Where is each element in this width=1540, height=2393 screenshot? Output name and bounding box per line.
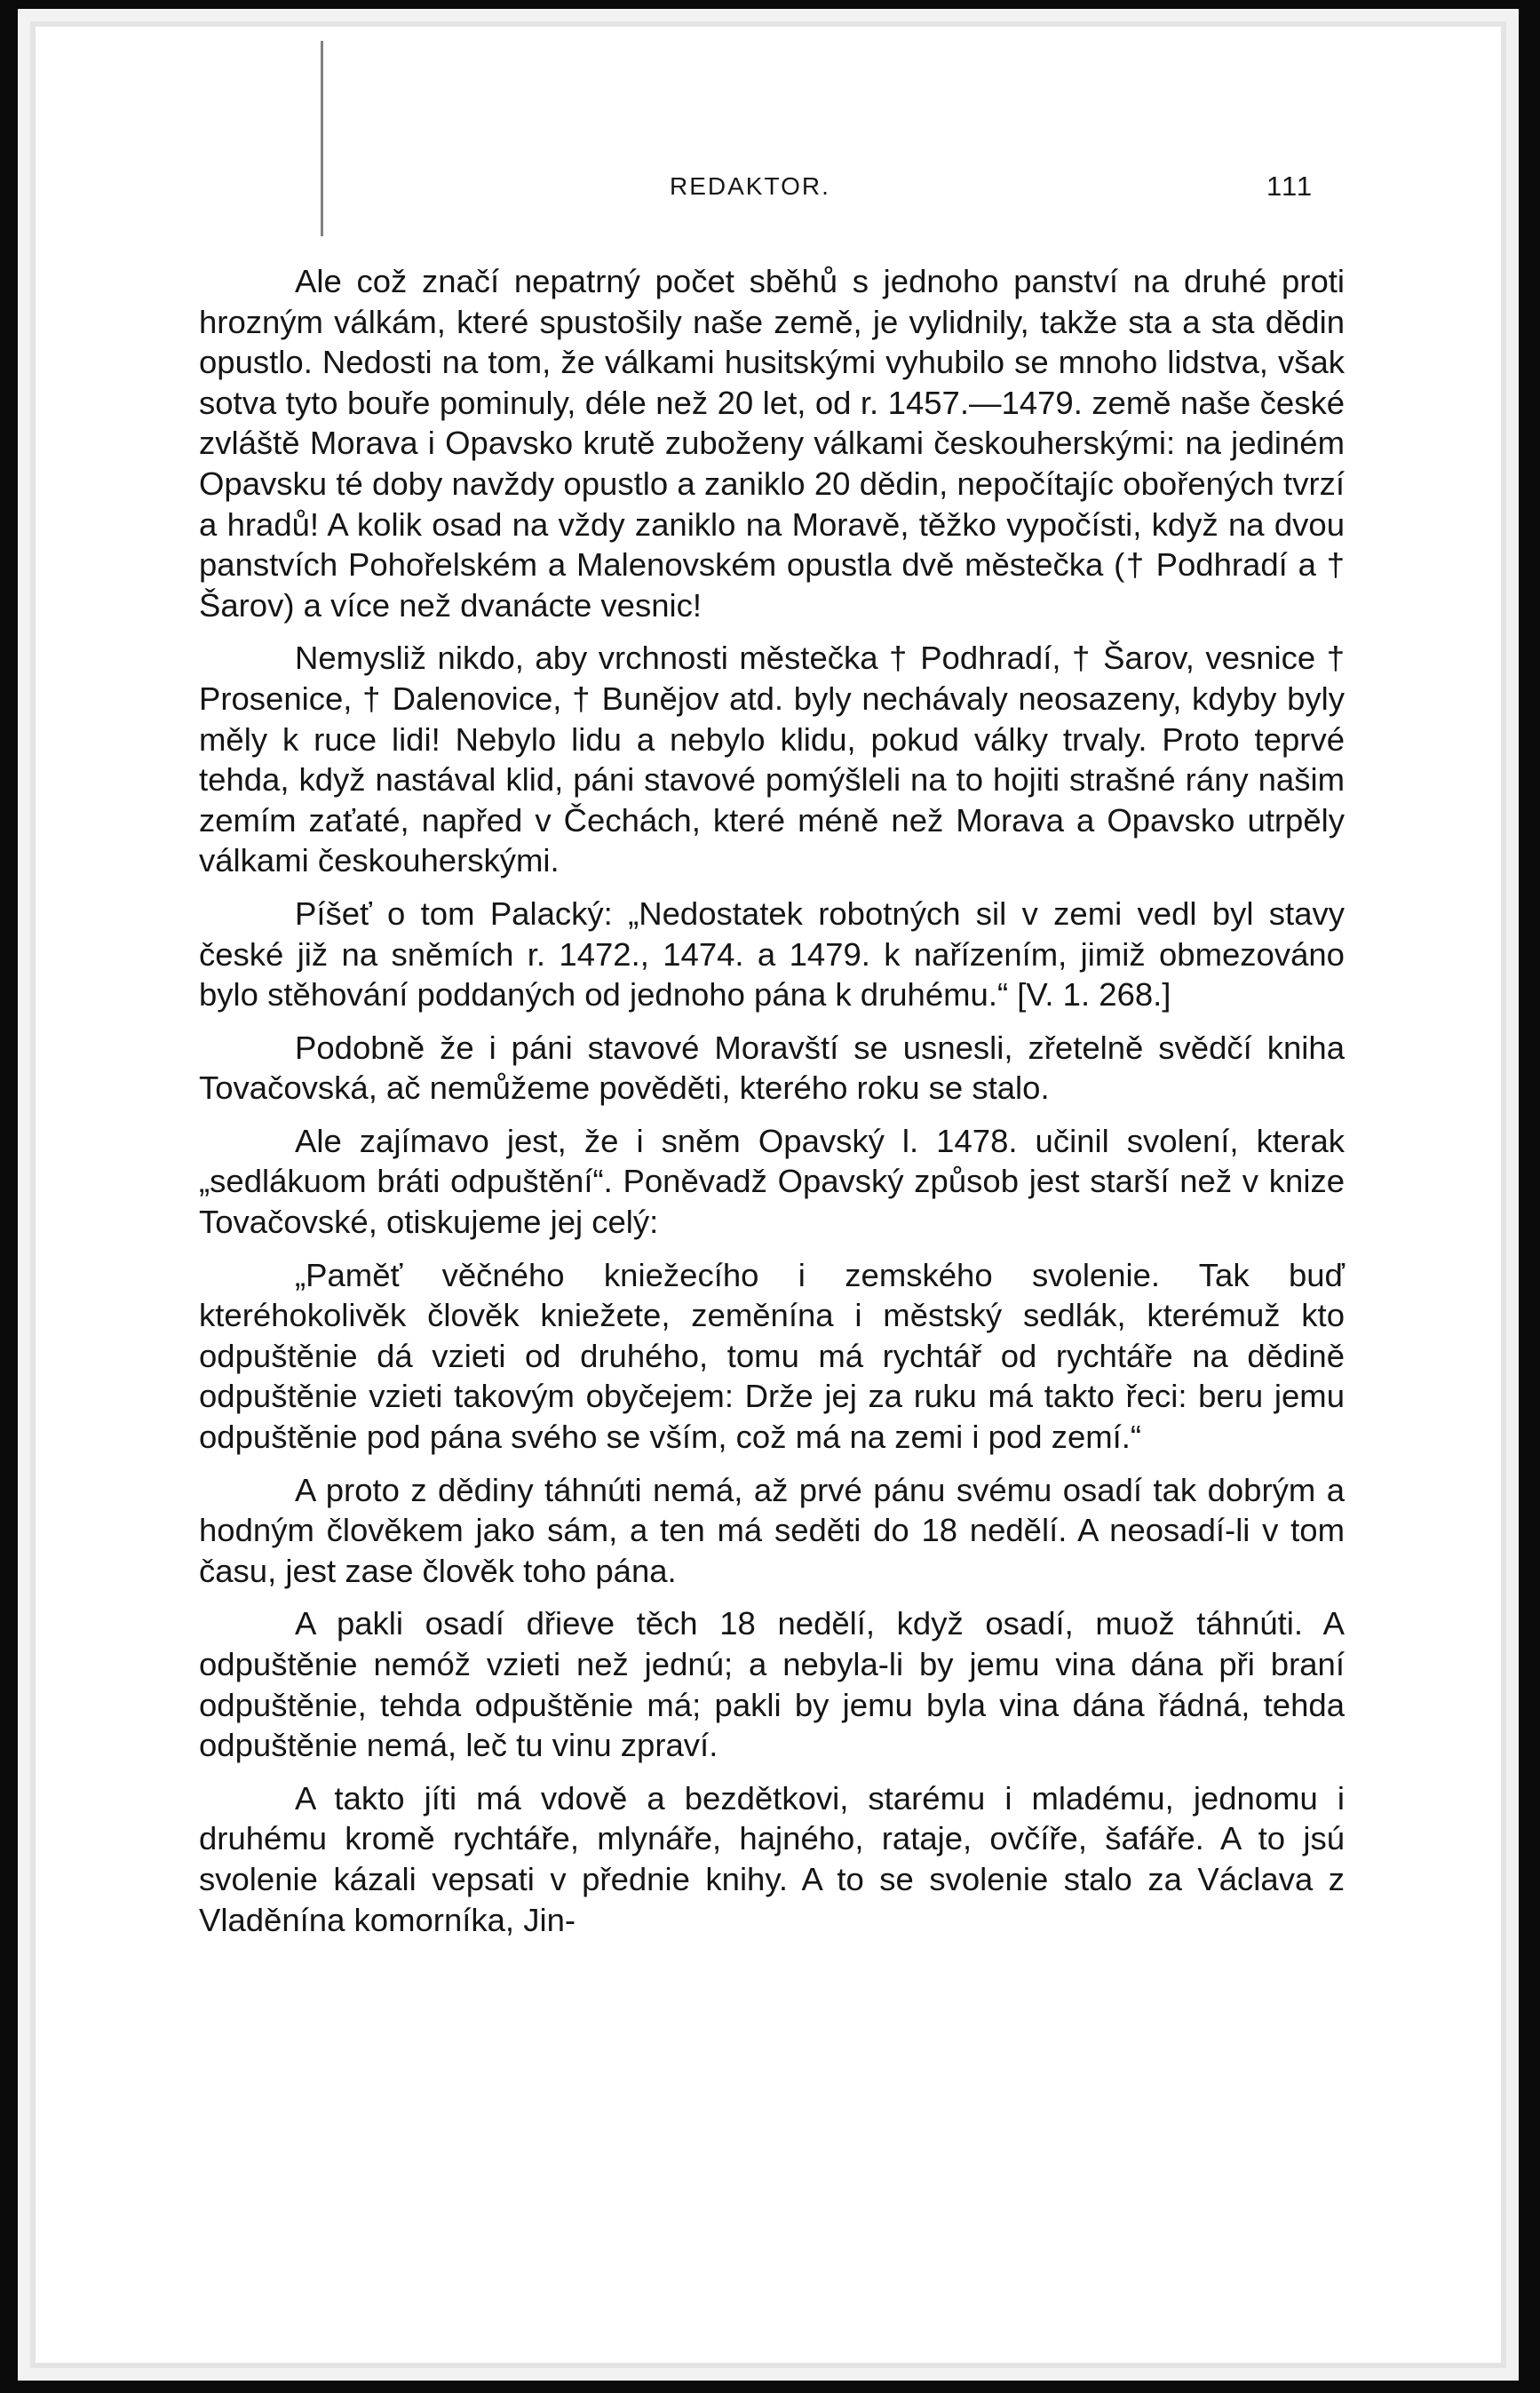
paragraph-2: Nemysliž nikdo, aby vrchnosti městečka † Podhradí, † Šarov, vesnice † Prosenice, † Dalenovice, † Bunějov atd. byly nechávaly neosazeny, kdyby byly měly k ruce lidi! Nebylo lidu a nebylo klidu, pokud války trvaly. Proto teprvé tehda, když nastával klid, páni stavové pomýšleli na to hojiti strašné rány našim zemím zaťaté, napřed v Čechách, které méně než Morava a Opavsko utrpěly válkami českouherskými. bbox=[199, 640, 1345, 879]
page-header bbox=[30, 163, 1506, 217]
page-body bbox=[199, 261, 1345, 1940]
paragraph-6-svoleni-quote: „Paměť věčného kniežecího i zemského svolenie. Tak buď kteréhokolivěk člověk kniežete, zeměnína i městský sedlák, kterémuž kto odpuštěnie dá vzieti od druhého, tomu má rychtář od rychtáře na dědině odpuštěnie vzieti takovým obyčejem: Drže jej za ruku má takto řeci: beru jemu odpuštěnie pod pána svého se vším, což má na zemi i pod zemí.“ bbox=[199, 1256, 1345, 1456]
page-number: 111 bbox=[1266, 171, 1314, 202]
paragraph-5: Ale zajímavo jest, že i sněm Opavský l. 1478. učinil svolení, kterak „sedlákuom bráti odpuštění“. Poněvadž Opavský způsob jest starší než v knize Tovačovské, otiskujeme jej celý: bbox=[199, 1122, 1345, 1241]
paragraph-7: A proto z dědiny táhnúti nemá, až prvé pánu svému osadí tak dobrým a hodným člověkem jako sám, a ten má seděti do 18 nedělí. A neosadí-li v tom času, jest zase člověk toho pána. bbox=[199, 1471, 1345, 1589]
paragraph-8: A pakli osadí dřieve těch 18 nedělí, když osadí, muož táhnúti. A odpuštěnie nemóž vzieti než jednú; a nebyla-li by jemu vina dána při braní odpuštěnie, tehda odpuštěnie má; pakli by jemu byla vina dána řádná, tehda odpuštěnie nemá, leč tu vinu zpraví. bbox=[199, 1605, 1345, 1764]
paragraph-9: A takto jíti má vdově a bezdětkovi, starému i mladému, jednomu i druhému kromě rychtáře, mlynáře, hajného, rataje, ovčíře, šafáře. A to jsú svolenie kázali vepsati v přednie knihy. A to se svolenie stalo za Václava z Vladěnína komorníka, Jin- bbox=[199, 1779, 1345, 1938]
running-head: REDAKTOR. bbox=[670, 172, 830, 200]
book-page bbox=[18, 9, 1519, 2381]
paragraph-3-palacky-quote: Píšeť o tom Palacký: „Nedostatek robotných sil v zemi vedl byl stavy české již na sněmích r. 1472., 1474. a 1479. k nařízením, jimiž obmezováno bylo stěhování poddaných od jednoho pána k druhému.“ [V. 1. 268.] bbox=[199, 894, 1345, 1014]
paragraph-4: Podobně že i páni stavové Moravští se usnesli, zřetelně svědčí kniha Tovačovská, ač nemůžeme pověděti, kterého roku se stalo. bbox=[199, 1029, 1345, 1107]
paragraph-1: Ale což značí nepatrný počet sběhů s jednoho panství na druhé proti hrozným válkám, které spustošily naše země, je vylidnily, takže sta a sta dědin opustlo. Nedosti na tom, že válkami husitskými vyhubilo se mnoho lidstva, však sotva tyto bouře pominuly, déle než 20 let, od r. 1457.—1479. země naše české zvláště Morava i Opavsko krutě zuboženy válkami českouherskými: na jediném Opavsku té doby navždy opustlo a zaniklo 20 dědin, nepočítajíc obořených tvrzí a hradů! A kolik osad na vždy zaniklo na Moravě, těžko vypočísti, když na dvou panstvích Pohořelském a Malenovském opustla dvě městečka († Podhradí a † Šarov) a více než dvanácte vesnic! bbox=[199, 263, 1345, 624]
